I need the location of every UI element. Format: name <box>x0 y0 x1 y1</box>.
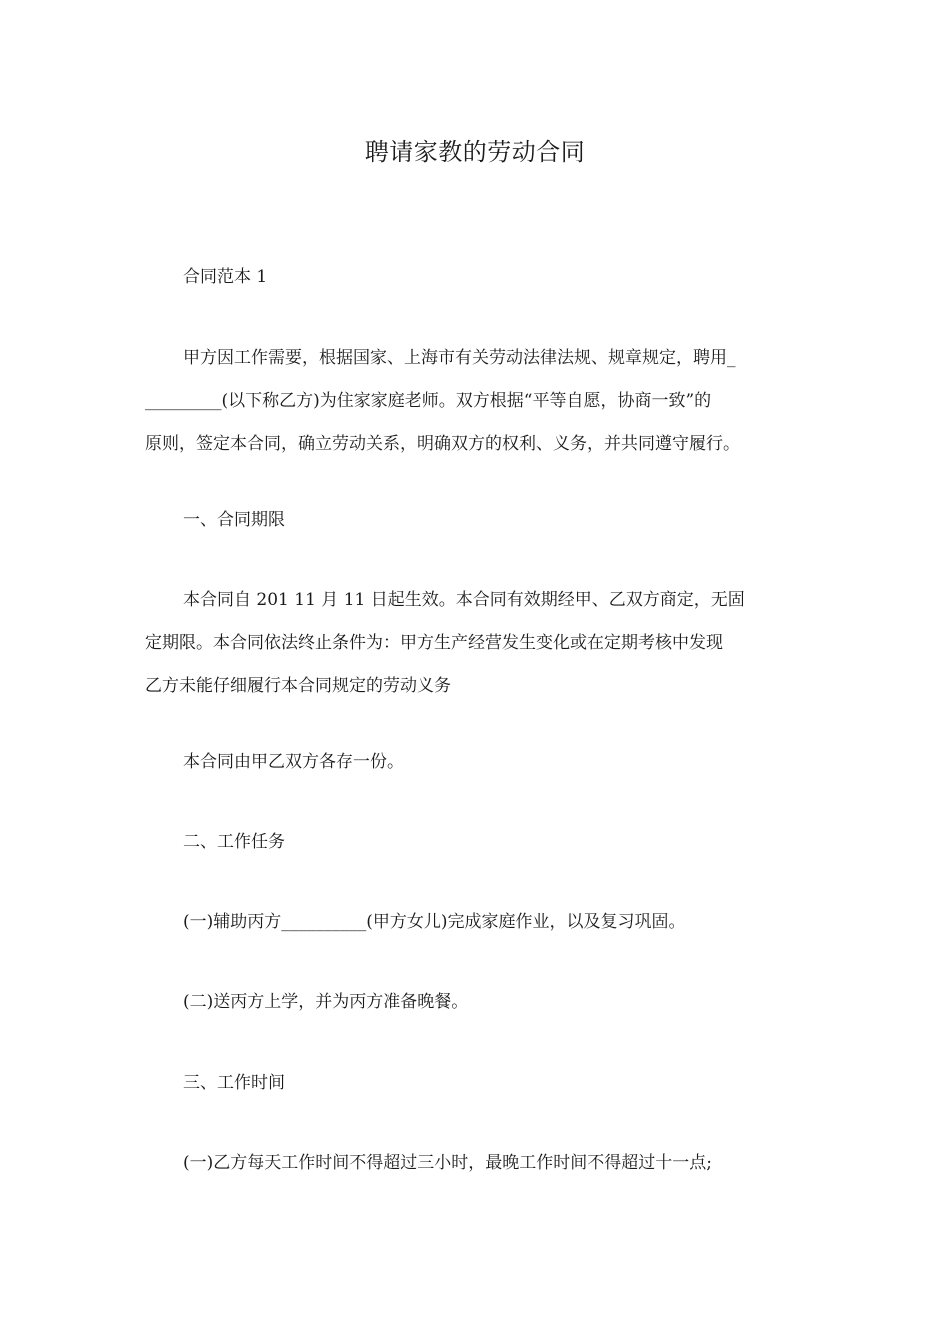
section-3-heading <box>145 1062 810 1105</box>
term-line-1: 本合同自 201 11 月 11 日起生效。本合同有效期经甲、乙双方商定，无固 <box>183 590 745 610</box>
time-1-paragraph <box>145 1142 810 1185</box>
copies-text: 本合同由甲乙双方各存一份。 <box>183 752 404 772</box>
intro-line-3: 原则，签定本合同，确立劳动关系，明确双方的权利、义务，并共同遵守履行。 <box>145 434 740 454</box>
term-paragraph <box>145 579 810 708</box>
sample-heading-text: 合同范本 1 <box>183 267 268 287</box>
task-1-paragraph <box>145 901 810 944</box>
section-1-heading <box>145 499 810 542</box>
document-title: 聘请家教的劳动合同 <box>364 138 586 166</box>
intro-line-1: 甲方因工作需要，根据国家、上海市有关劳动法律法规、规章规定，聘用_ <box>183 348 736 368</box>
section-3-heading-text: 三、工作时间 <box>183 1073 285 1093</box>
section-1-heading-text: 一、合同期限 <box>183 510 285 530</box>
sample-heading <box>145 256 810 299</box>
task-2-text: (二)送丙方上学，并为丙方准备晚餐。 <box>183 992 469 1012</box>
task-1-text: (一)辅助丙方__________(甲方女儿)完成家庭作业，以及复习巩固。 <box>183 912 686 932</box>
task-2-paragraph <box>145 981 810 1024</box>
section-2-heading-text: 二、工作任务 <box>183 832 285 852</box>
section-2-heading <box>145 821 810 864</box>
intro-paragraph <box>145 337 810 466</box>
copies-paragraph <box>145 741 810 784</box>
term-line-3: 乙方未能仔细履行本合同规定的劳动义务 <box>145 676 451 696</box>
intro-line-2: _________(以下称乙方)为住家家庭老师。双方根据“平等自愿，协商一致”的 <box>145 391 712 411</box>
time-1-text: (一)乙方每天工作时间不得超过三小时，最晚工作时间不得超过十一点; <box>183 1153 712 1173</box>
term-line-2: 定期限。本合同依法终止条件为：甲方生产经营发生变化或在定期考核中发现 <box>145 633 723 653</box>
